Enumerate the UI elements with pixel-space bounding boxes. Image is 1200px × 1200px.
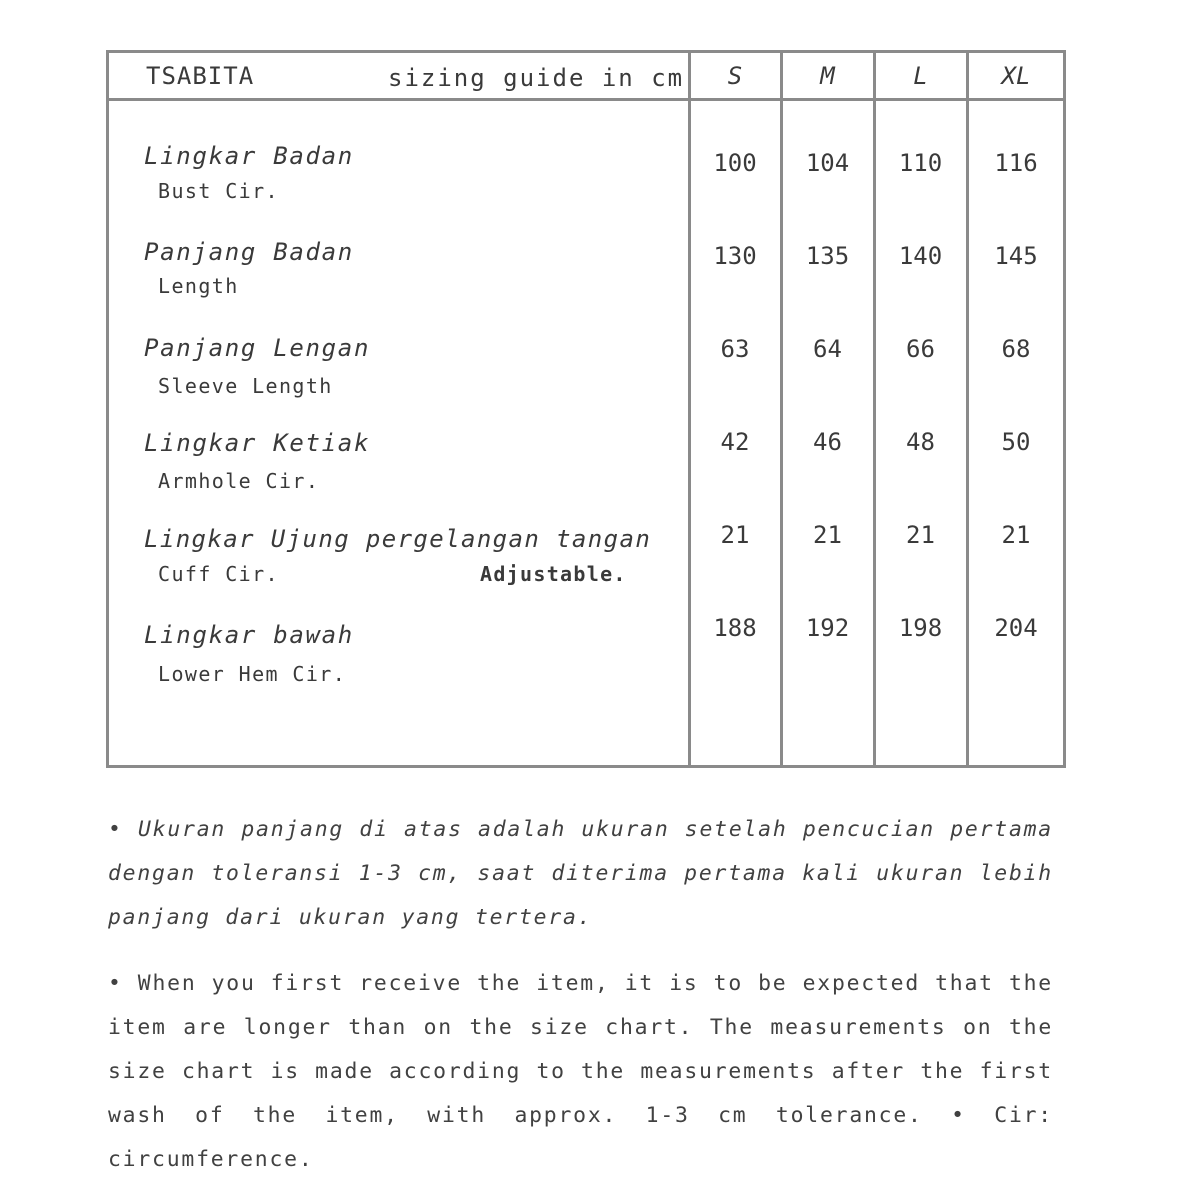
- header-divider: [106, 98, 1066, 101]
- value-l: 140: [898, 242, 943, 270]
- measurement-english-label: Cuff Cir.: [158, 562, 279, 586]
- measurement-local-label: Lingkar bawah: [144, 621, 354, 649]
- english-note: • When you first receive the item, it is to be expected that the item are longer than on the size chart. The measurements on the size chart is made according to the measurements after the first wash of the item, with approx. 1-3 cm tolerance. • Cir: circumference.: [108, 971, 1053, 1172]
- value-s: 21: [720, 521, 750, 549]
- table-left-border: [106, 50, 109, 768]
- value-s: 188: [713, 614, 757, 642]
- value-xl: 21: [1001, 521, 1031, 549]
- value-m: 64: [813, 335, 842, 363]
- size-header-s: S: [727, 62, 743, 90]
- size-table: [106, 50, 1066, 768]
- size-header-m: M: [820, 62, 835, 90]
- value-m: 192: [805, 614, 850, 642]
- value-m: 104: [805, 149, 850, 177]
- adjustable-note: Adjustable.: [480, 562, 627, 586]
- measurement-local-label: Panjang Badan: [144, 238, 354, 266]
- table-bottom-border: [106, 765, 1066, 768]
- value-xl: 68: [1001, 335, 1031, 363]
- indonesian-note: • Ukuran panjang di atas adalah ukuran setelah pencucian pertama dengan toleransi 1-3 cm, saat diterima pertama kali ukuran lebih panjang dari ukuran yang tertera.: [108, 817, 1053, 930]
- value-s: 42: [720, 428, 750, 456]
- value-m: 135: [805, 242, 850, 270]
- table-top-border: [106, 50, 1066, 53]
- size-header-l: L: [913, 62, 928, 90]
- measurement-local-label: Lingkar Badan: [144, 142, 354, 170]
- value-s: 130: [713, 242, 757, 270]
- value-xl: 145: [994, 242, 1038, 270]
- measurement-local-label: Panjang Lengan: [144, 334, 371, 362]
- measurement-english-label: Lower Hem Cir.: [158, 662, 347, 686]
- measurement-english-label: Sleeve Length: [158, 374, 333, 398]
- measurement-english-label: Armhole Cir.: [158, 469, 320, 493]
- value-l: 21: [906, 521, 935, 549]
- measurement-local-label: Lingkar Ketiak: [144, 429, 371, 457]
- value-l: 48: [906, 428, 935, 456]
- value-l: 66: [906, 335, 935, 363]
- sizing-guide-title: sizing guide in cm: [388, 64, 685, 92]
- measurement-local-label: Lingkar Ujung pergelangan tangan: [144, 525, 652, 553]
- value-s: 100: [713, 149, 757, 177]
- size-header-xl: XL: [1001, 62, 1031, 90]
- value-m: 21: [813, 521, 842, 549]
- brand-name: TSABITA: [146, 62, 255, 90]
- measurement-english-label: Bust Cir.: [158, 179, 279, 203]
- value-s: 63: [720, 335, 750, 363]
- value-m: 46: [813, 428, 842, 456]
- measurement-english-label: Length: [158, 274, 239, 298]
- value-xl: 204: [994, 614, 1038, 642]
- value-l: 110: [898, 149, 943, 177]
- value-xl: 116: [994, 149, 1038, 177]
- value-xl: 50: [1001, 428, 1031, 456]
- value-l: 198: [898, 614, 943, 642]
